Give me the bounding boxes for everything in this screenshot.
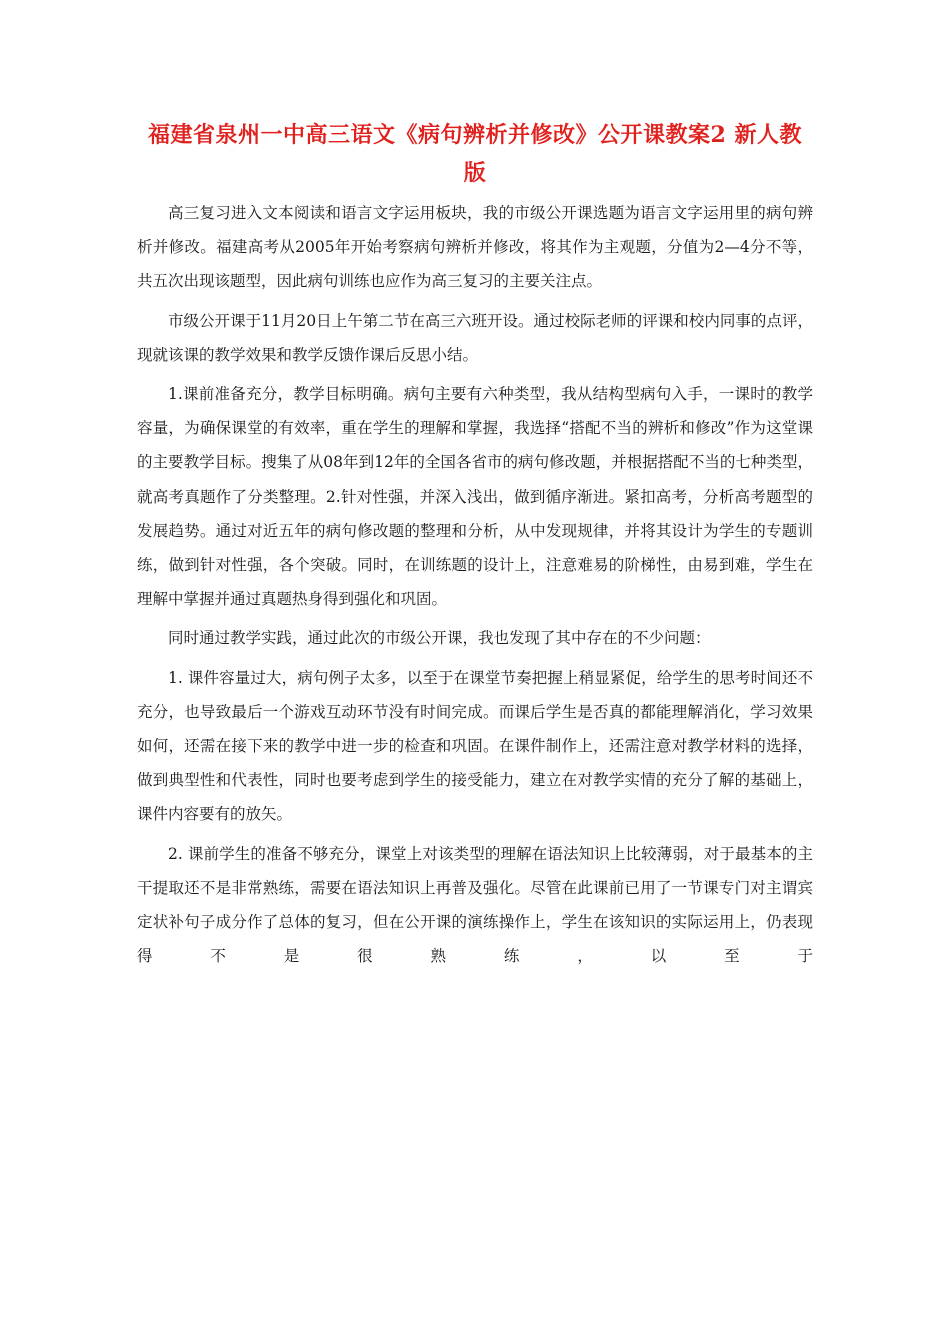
paragraph-strengths: 1.课前准备充分，教学目标明确。病句主要有六种类型，我从结构型病句入手，一课时的教学容量，为确保课堂的有效率，重在学生的理解和掌握，我选择“搭配不当的辨析和修改”作为这堂课的主要教学目标。搜集了从08年到12年的全国各省市的病句修改题，并根据搭配不当的七种类型，就高考真题作了分类整理。2.针对性强，并深入浅出，做到循序渐进。紧扣高考，分析高考题型的发展趋势。通过对近五年的病句修改题的整理和分析，从中发现规律，并将其设计为学生的专题训练，做到针对性强，各个突破。同时，在训练题的设计上，注意难易的阶梯性，由易到难，学生在理解中掌握并通过真题热身得到强化和巩固。 — [137, 385, 813, 609]
paragraph-intro: 高三复习进入文本阅读和语言文字运用板块，我的市级公开课选题为语言文字运用里的病句辨析并修改。福建高考从2005年开始考察病句辨析并修改，将其作为主观题，分值为2—4分不等，共五次出现该题型，因此病句训练也应作为高三复习的主要关注点。 — [137, 204, 813, 291]
document-title: 福建省泉州一中高三语文《病句辨析并修改》公开课教案2 新人教版 — [148, 122, 802, 186]
paragraph-problem-1: 1. 课件容量过大，病句例子太多，以至于在课堂节奏把握上稍显紧促，给学生的思考时间还不充分，也导致最后一个游戏互动环节没有时间完成。而课后学生是否真的都能理解消化，学习效果如何，还需在接下来的教学中进一步的检查和巩固。在课件制作上，还需注意对教学材料的选择，做到典型性和代表性，同时也要考虑到学生的接受能力，建立在对教学实情的充分了解的基础上，课件内容要有的放矢。 — [137, 668, 813, 824]
paragraph-problems-intro: 同时通过教学实践，通过此次的市级公开课，我也发现了其中存在的不少问题： — [168, 629, 711, 648]
document-body — [137, 196, 813, 978]
paragraph-lesson-info: 市级公开课于11月20日上午第二节在高三六班开设。通过校际老师的评课和校内同事的点评，现就该课的教学效果和教学反馈作课后反思小结。 — [137, 311, 813, 364]
paragraph-problem-2: 2. 课前学生的准备不够充分，课堂上对该类型的理解在语法知识上比较薄弱，对于最基本的主干提取还不是非常熟练，需要在语法知识上再普及强化。尽管在此课前已用了一节课专门对主谓宾定状补句子成分作了总体的复习，但在公开课的演练操作上，学生在该知识的实际运用上，仍表现得不是很熟练，以至于 — [137, 844, 813, 966]
